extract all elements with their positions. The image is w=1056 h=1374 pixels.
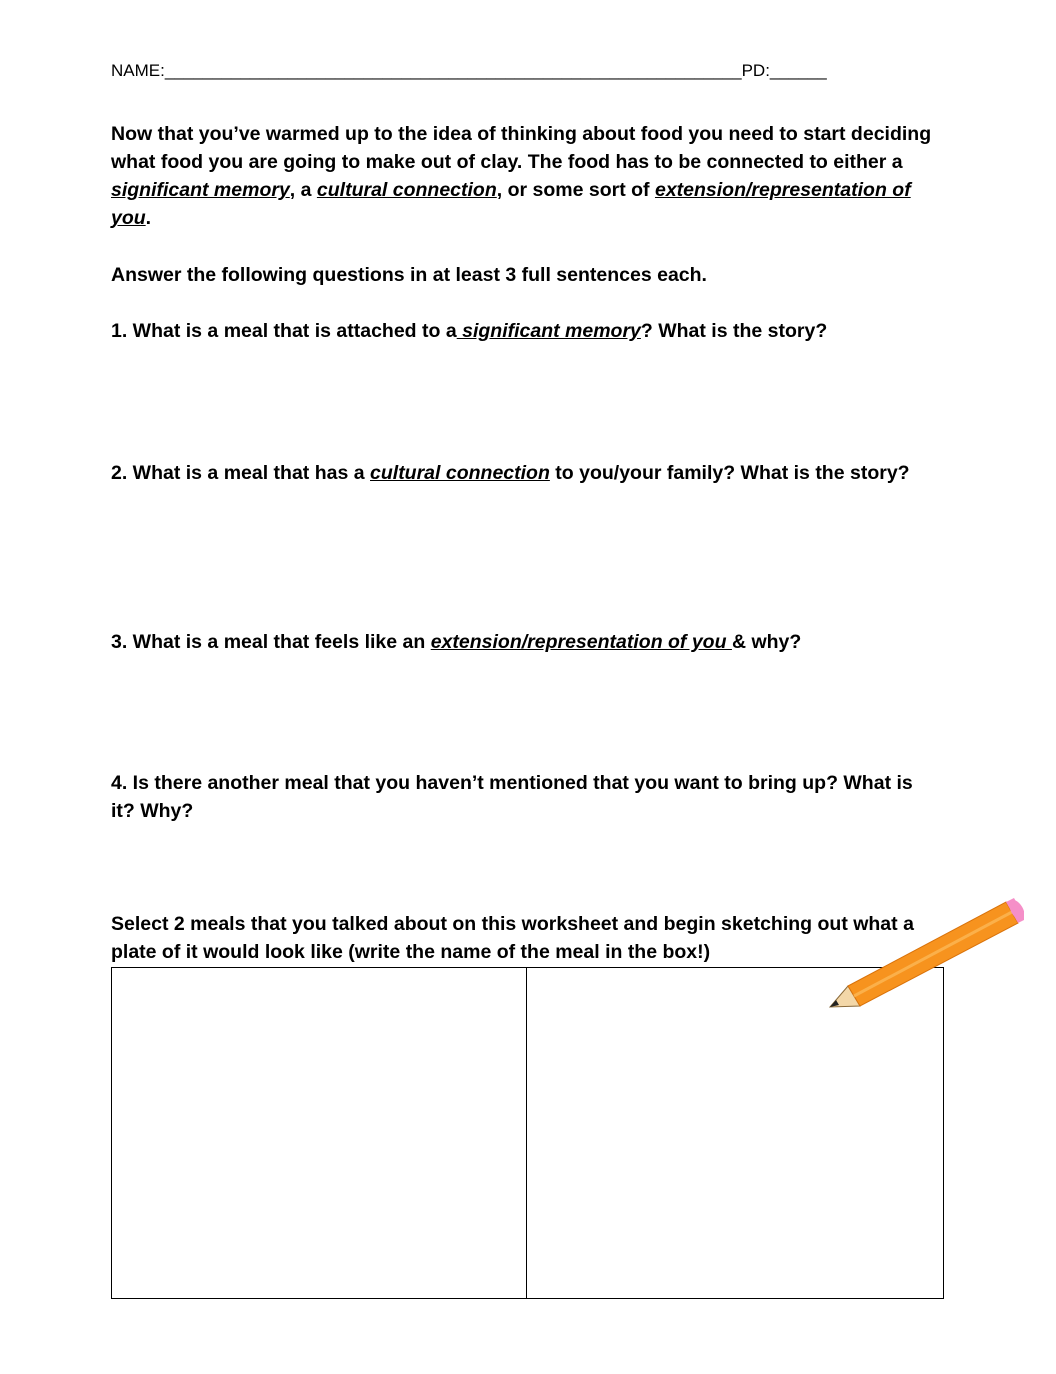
question-2-text: 2. What is a meal that has a bbox=[111, 462, 371, 484]
question-3-term: extension/representation of you bbox=[430, 631, 732, 653]
question-1-term: significant memory bbox=[456, 320, 641, 342]
question-3-text-end: & why? bbox=[731, 631, 802, 653]
period-label: PD: bbox=[741, 61, 770, 80]
intro-text-3: , or some sort of bbox=[496, 179, 655, 201]
intro-term-extension-representation: extension/representation of you bbox=[111, 179, 911, 229]
question-3 bbox=[111, 628, 941, 656]
name-period-line bbox=[111, 60, 937, 82]
instructions: Answer the following questions in at least 3 full sentences each. bbox=[111, 264, 707, 286]
intro-text-4: . bbox=[145, 207, 152, 229]
sketch-boxes bbox=[111, 967, 944, 1299]
intro-term-cultural-connection: cultural connection bbox=[316, 179, 497, 201]
intro-text-1: Now that you’ve warmed up to the idea of thinking about food you need to start deciding what food you are going to make out of clay. The food has to be connected to either a bbox=[111, 123, 932, 173]
sketch-box-right[interactable] bbox=[527, 968, 944, 1299]
name-label: NAME: bbox=[111, 61, 165, 80]
name-blank[interactable]: _____________________________________________________________ bbox=[164, 61, 742, 80]
question-2 bbox=[111, 459, 941, 487]
question-3-text: 3. What is a meal that feels like an bbox=[111, 631, 431, 653]
question-1 bbox=[111, 317, 941, 345]
sketch-prompt: Select 2 meals that you talked about on this worksheet and begin sketching out what a plate of it would look like (write the name of the meal in the box!) bbox=[111, 913, 914, 963]
period-blank[interactable]: ______ bbox=[769, 61, 827, 80]
pencil-icon bbox=[828, 896, 1024, 1012]
question-4: 4. Is there another meal that you haven’t mentioned that you want to bring up? What is it? Why? bbox=[111, 772, 913, 822]
sketch-box-left[interactable] bbox=[112, 968, 527, 1299]
question-1-text: 1. What is a meal that is attached to a bbox=[111, 320, 457, 342]
question-2-text-end: to you/your family? What is the story? bbox=[549, 462, 910, 484]
intro-paragraph bbox=[111, 120, 941, 232]
intro-text-2: , a bbox=[289, 179, 317, 201]
intro-term-significant-memory: significant memory bbox=[111, 179, 290, 201]
question-1-text-end: ? What is the story? bbox=[640, 320, 828, 342]
question-2-term: cultural connection bbox=[370, 462, 550, 484]
